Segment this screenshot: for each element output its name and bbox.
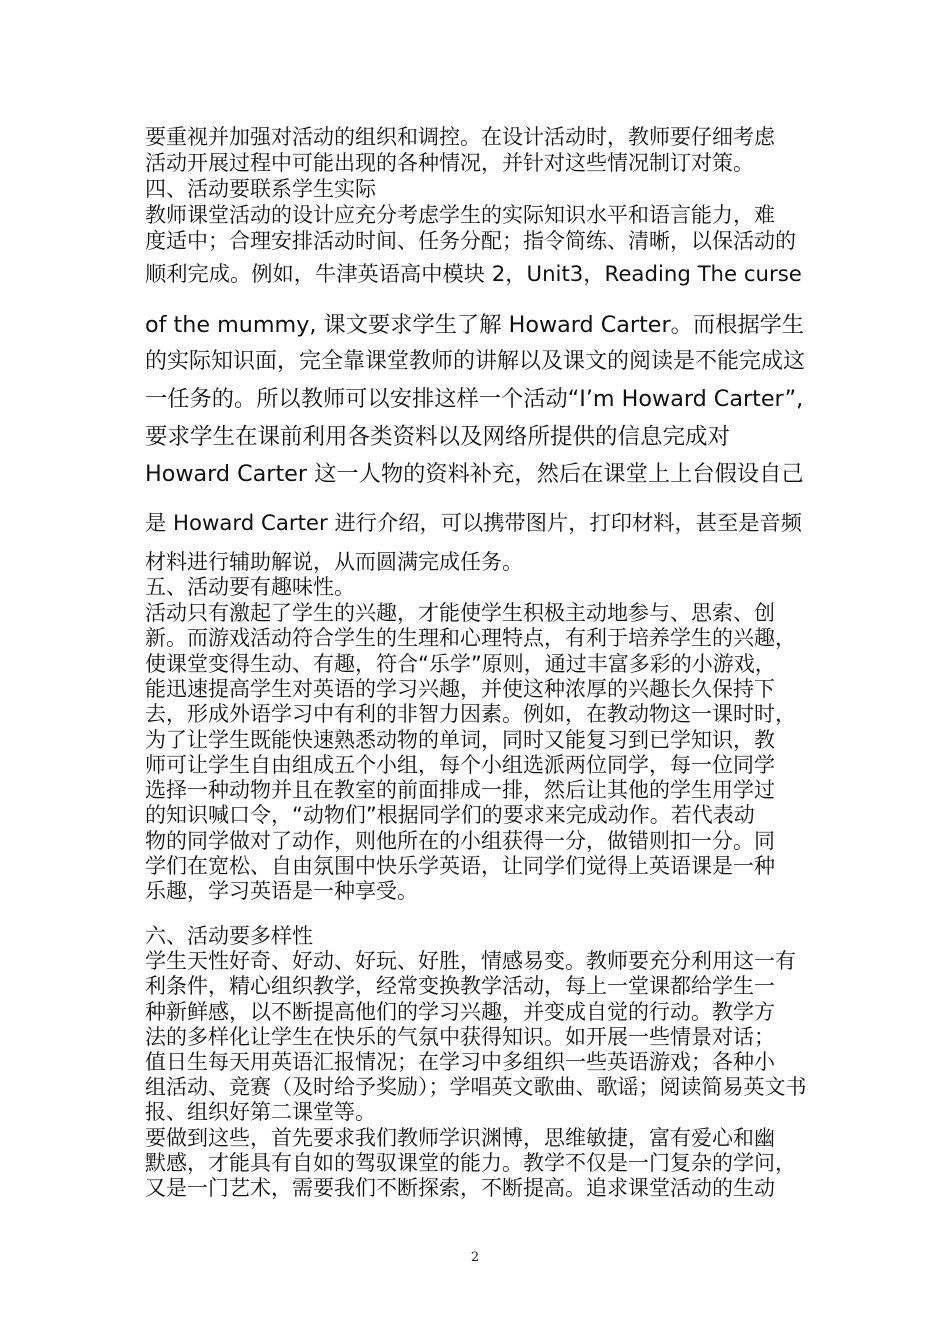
text-line: 报、组织好第二课堂等。 (145, 1100, 376, 1124)
text-line: 活动只有激起了学生的兴趣，才能使学生积极主动地参与、思索、创 (145, 601, 775, 625)
text-line: 又是一门艺术，需要我们不断探索，不断提高。追求课堂活动的生动 (145, 1176, 775, 1200)
text-line: 去，形成外语学习中有利的非智力因素。例如，在教动物这一课时时， (145, 702, 796, 726)
text-line: 能迅速提高学生对英语的学习兴趣，并使这种浓厚的兴趣长久保持下 (145, 677, 775, 701)
text-line: 物的同学做对了动作，则他所在的小组获得一分，做错则扣一分。同 (145, 829, 775, 853)
text-line: 学们在宽松、自由氛围中快乐学英语，让同学们觉得上英语课是一种 (145, 854, 775, 878)
text-line: 组活动、竞赛（及时给予奖励）；学唱英文歌曲、歌谣；阅读简易英文书 (145, 1075, 807, 1099)
text-line: 教师课堂活动的设计应充分考虑学生的实际知识水平和语言能力，难 (145, 203, 775, 227)
text-line: 为了让学生既能快速熟悉动物的单词，同时又能复习到已学知识，教 (145, 728, 775, 752)
text-line: 一任务的。所以教师可以安排这样一个活动“I’m Howard Carter”, (145, 386, 804, 412)
text-line: 选择一种动物并且在教室的前面排成一排，然后让其他的学生用学过 (145, 778, 775, 802)
text-line: of the mummy, 课文要求学生了解 Howard Carter。而根据学生 (145, 312, 805, 338)
text-line: 活动开展过程中可能出现的各种情况，并针对这些情况制订对策。 (145, 151, 754, 175)
text-line: 使课堂变得生动、有趣，符合“乐学”原则，通过丰富多彩的小游戏， (145, 652, 776, 676)
section-heading: 六、活动要多样性 (145, 924, 313, 948)
text-line: 度适中；合理安排活动时间、任务分配；指令简练、清晰，以保活动的 (145, 229, 796, 253)
page-number: 2 (470, 1250, 480, 1265)
text-line: 顺利完成。例如，牛津英语高中模块 2，Unit3，Reading The curse (145, 262, 802, 287)
text-line: 乐趣，学习英语是一种享受。 (145, 879, 418, 903)
text-line: 材料进行辅助解说，从而圆满完成任务。 (145, 550, 523, 574)
text-line: 利条件，精心组织教学，经常变换教学活动，每上一堂课都给学生一 (145, 974, 775, 998)
text-line: 的知识喊口令，“动物们”根据同学们的要求来完成动作。若代表动 (145, 803, 755, 827)
text-line: 法的多样化让学生在快乐的气氛中获得知识。如开展一些情景对话； (145, 1025, 775, 1049)
text-line: 值日生每天用英语汇报情况；在学习中多组织一些英语游戏；各种小 (145, 1050, 775, 1074)
text-line: 要做到这些，首先要求我们教师学识渊博，思维敏捷，富有爱心和幽 (145, 1126, 775, 1150)
text-line: 学生天性好奇、好动、好玩、好胜，情感易变。教师要充分利用这一有 (145, 949, 796, 973)
text-line: 要重视并加强对活动的组织和调控。在设计活动时，教师要仔细考虑 (145, 125, 775, 149)
text-line: 的实际知识面，完全靠课堂教师的讲解以及课文的阅读是不能完成这 (145, 349, 806, 374)
text-line: 默感，才能具有自如的驾驭课堂的能力。教学不仅是一门复杂的学问， (145, 1151, 796, 1175)
text-line: Howard Carter 这一人物的资料补充，然后在课堂上上台假设自己 (145, 461, 804, 487)
text-line: 师可让学生自由组成五个小组，每个小组选派两位同学，每一位同学 (145, 753, 775, 777)
text-line: 新。而游戏活动符合学生的生理和心理特点，有利于培养学生的兴趣， (145, 626, 796, 650)
section-heading: 五、活动要有趣味性。 (145, 575, 355, 599)
text-line: 要求学生在课前利用各类资料以及网络所提供的信息完成对 (145, 424, 731, 450)
text-line: 是 Howard Carter 进行介绍，可以携带图片，打印材料，甚至是音频 (145, 511, 802, 536)
section-heading: 四、活动要联系学生实际 (145, 177, 376, 201)
text-line: 种新鲜感，以不断提高他们的学习兴趣，并变成自觉的行动。教学方 (145, 1000, 775, 1024)
